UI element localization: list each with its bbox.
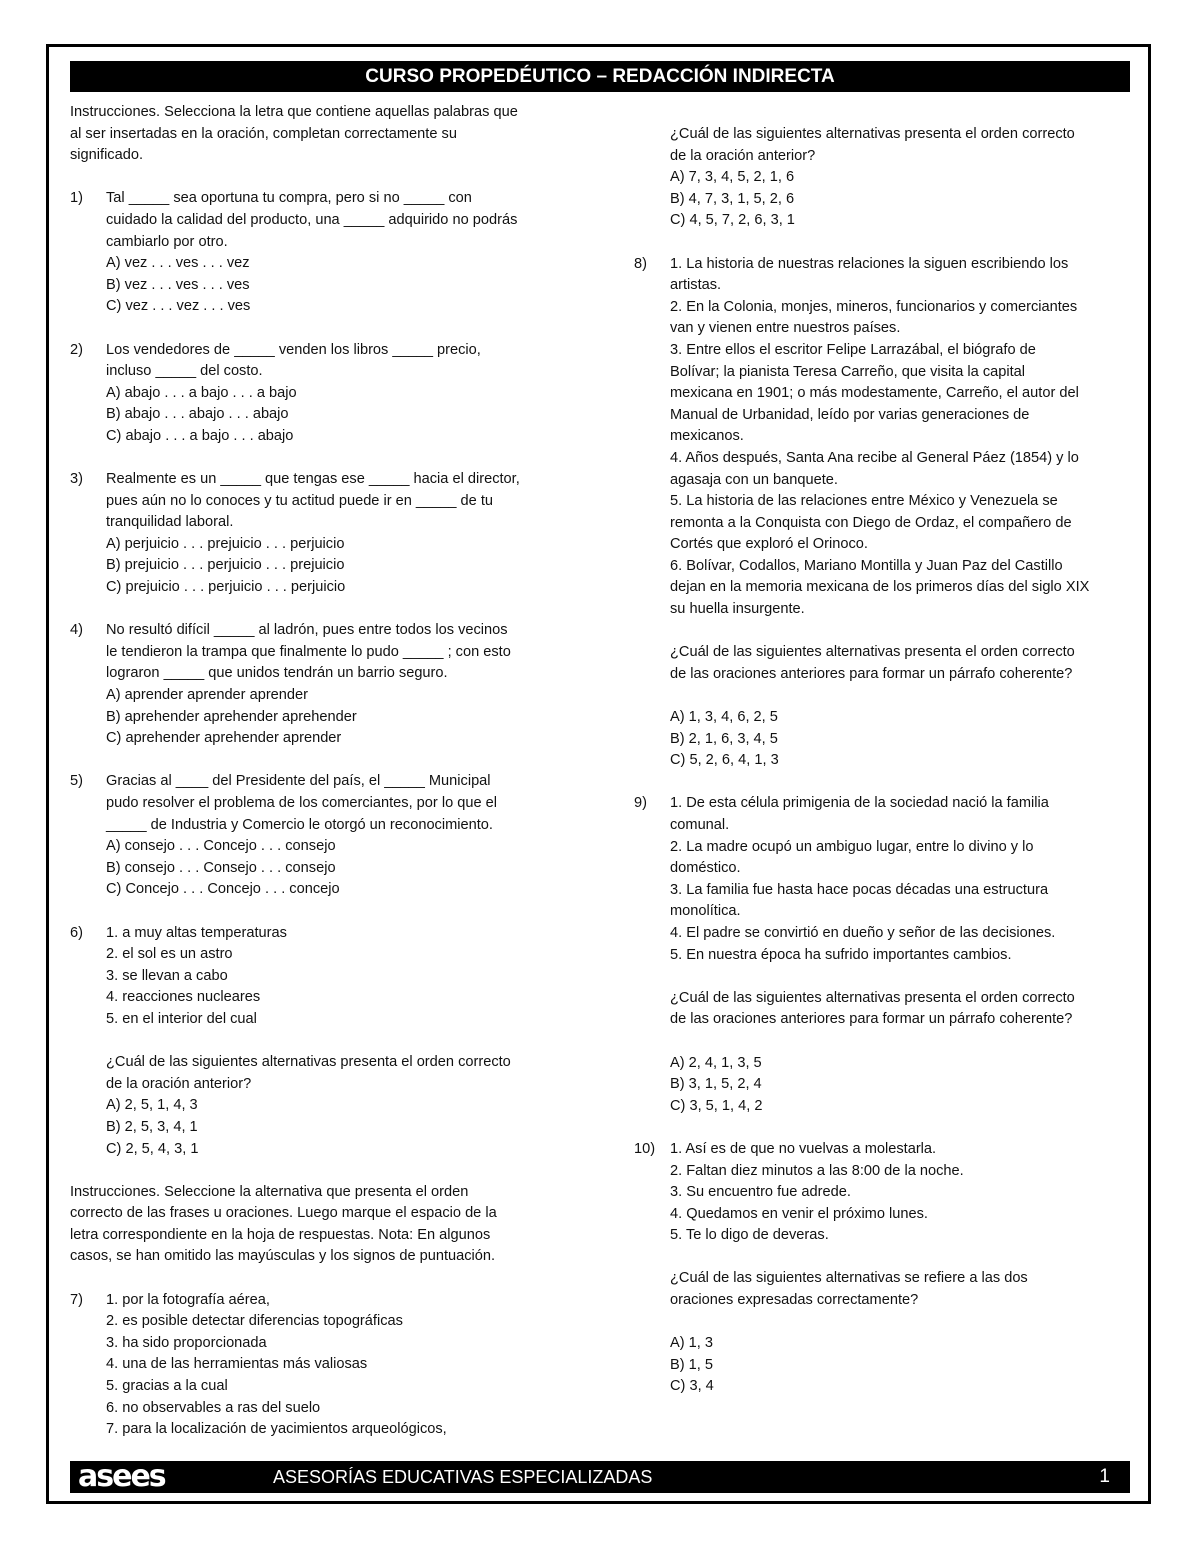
question-7-continued: ¿Cuál de las siguientes alternativas presenta el orden correcto de la oración anterior? A) 7, 3, 4, 5, 2, 1, 6 B) 4, 7, 3, 1, 5, 2, 6 C) 4, 5, 7, 2, 6, 3, 1	[634, 124, 1134, 232]
option-a: A) aprender aprender aprender	[106, 687, 309, 704]
option-a: A) 7, 3, 4, 5, 2, 1, 6	[670, 169, 795, 186]
option-a: A) 1, 3	[670, 1335, 713, 1352]
option-c: C) aprehender aprehender aprender	[106, 730, 342, 747]
footer-org-name: ASESORÍAS EDUCATIVAS ESPECIALIZADAS	[273, 1467, 653, 1487]
page-number: 1	[1099, 1466, 1110, 1487]
option-b: B) 1, 5	[670, 1356, 713, 1373]
option-c: C) abajo . . . a bajo . . . abajo	[106, 427, 294, 444]
option-c: C) 3, 5, 1, 4, 2	[670, 1097, 763, 1114]
option-b: B) 2, 1, 6, 3, 4, 5	[670, 730, 778, 747]
question-9: 9) 1. De esta célula primigenia de la sociedad nació la familia comunal. 2. La madre ocupó un ambiguo lugar, entre lo divino y lo doméstico. 3. La familia fue hasta hace pocas décadas una estructura monolítica. 4. El padre se convirtió en dueño y señor de las decisiones. 5. En nuestra época ha sufrido importantes cambios. ¿Cuál de las siguientes alternativas presenta el orden correcto de las oraciones anteriores para formar un párrafo coherente? A) 2, 4, 1, 3, 5 B) 3, 1, 5, 2, 4 C) 3, 5, 1, 4, 2	[634, 793, 1134, 1117]
option-c: C) vez . . . vez . . . ves	[106, 298, 251, 315]
right-column	[634, 124, 1134, 1420]
option-b: B) aprehender aprehender aprehender	[106, 708, 357, 725]
instructions-2: Instrucciones. Seleccione la alternativa que presenta el orden correcto de las frases u oraciones. Luego marque el espacio de la letra correspondiente en la hoja de respuestas. Nota: En algunos casos, se han omitido las mayúsculas y los signos de puntuación.	[70, 1183, 497, 1265]
question-8: 8) 1. La historia de nuestras relaciones la siguen escribiendo los artistas. 2. En la Colonia, monjes, mineros, funcionarios y comerciantes van y vienen entre nuestros países. 3. Entre ellos el escritor Felipe Larrazábal, el biógrafo de Bolívar; la pianista Teresa Carreño, que visita la capital mexicana en 1901; o más modestamente, Carreño, el autor del Manual de Urbanidad, leído por varias generaciones de mexicanos. 4. Años después, Santa Ana recibe al General Páez (1854) y lo agasaja con un banquete. 5. La historia de las relaciones entre México y Venezuela se remonta a la Conquista con Diego de Ordaz, el compañero de Cortés que exploró el Orinoco. 6. Bolívar, Codallos, Mariano Montilla y Juan Paz del Castillo dejan en la memoria mexicana de los primeros días del siglo XIX su huella insurgente. ¿Cuál de las siguientes alternativas presenta el orden correcto de las oraciones anteriores para formar un párrafo coherente? A) 1, 3, 4, 6, 2, 5 B) 2, 1, 6, 3, 4, 5 C) 5, 2, 6, 4, 1, 3	[634, 254, 1134, 772]
option-a: A) 1, 3, 4, 6, 2, 5	[670, 709, 778, 726]
option-a: A) perjuicio . . . prejuicio . . . perjuicio	[106, 535, 345, 552]
question-number: 1)	[70, 190, 83, 207]
option-a: A) 2, 4, 1, 3, 5	[670, 1054, 762, 1071]
option-b: B) abajo . . . abajo . . . abajo	[106, 406, 289, 423]
option-b: B) prejuicio . . . perjuicio . . . prejuicio	[106, 557, 345, 574]
instructions-1: Instrucciones. Selecciona la letra que contiene aquellas palabras que al ser insertadas en la oración, completan correctamente su significado.	[70, 104, 518, 164]
footer-bar	[70, 1461, 1130, 1493]
question-number: 6)	[70, 924, 83, 941]
question-2: 2) Los vendedores de _____ venden los libros _____ precio, incluso _____ del costo. A) abajo . . . a bajo . . . a bajo B) abajo . . . abajo . . . abajo C) abajo . . . a bajo . . . abajo	[70, 340, 570, 448]
option-c: C) 4, 5, 7, 2, 6, 3, 1	[670, 212, 795, 229]
question-4: 4) No resultó difícil _____ al ladrón, pues entre todos los vecinos le tendieron la trampa que finalmente lo pudo _____ ; con esto lograron _____ que unidos tendrán un barrio seguro. A) aprender aprender aprender B) aprehender aprehender aprehender C) aprehender aprehender aprender	[70, 620, 570, 750]
question-number: 2)	[70, 341, 83, 358]
option-c: C) 3, 4	[670, 1378, 714, 1395]
option-b: B) consejo . . . Consejo . . . consejo	[106, 859, 336, 876]
question-number: 5)	[70, 773, 83, 790]
question-number: 4)	[70, 622, 83, 639]
option-a: A) 2, 5, 1, 4, 3	[106, 1097, 198, 1114]
option-b: B) 3, 1, 5, 2, 4	[670, 1076, 762, 1093]
question-number: 10)	[634, 1140, 656, 1157]
option-c: C) 5, 2, 6, 4, 1, 3	[670, 752, 779, 769]
question-7: 7) 1. por la fotografía aérea, 2. es posible detectar diferencias topográficas 3. ha sido proporcionada 4. una de las herramientas más valiosas 5. gracias a la cual 6. no observables a ras del suelo 7. para la localización de yacimientos arqueológicos,	[70, 1291, 447, 1438]
question-number: 9)	[634, 795, 647, 812]
question-number: 7)	[70, 1291, 83, 1308]
option-b: B) vez . . . ves . . . ves	[106, 276, 250, 293]
question-number: 8)	[634, 255, 647, 272]
option-b: B) 4, 7, 3, 1, 5, 2, 6	[670, 190, 795, 207]
page-title: CURSO PROPEDÉUTICO – REDACCIÓN INDIRECTA	[70, 61, 1130, 92]
question-1: 1) Tal _____ sea oportuna tu compra, pero si no _____ con cuidado la calidad del producto, una _____ adquirido no podrás cambiarlo por otro. A) vez . . . ves . . . vez B) vez . . . ves . . . ves C) vez . . . vez . . . ves	[70, 188, 570, 318]
option-c: C) 2, 5, 4, 3, 1	[106, 1140, 199, 1157]
option-a: A) vez . . . ves . . . vez	[106, 255, 250, 272]
option-a: A) abajo . . . a bajo . . . a bajo	[106, 384, 297, 401]
question-6: 6) 1. a muy altas temperaturas 2. el sol es un astro 3. se llevan a cabo 4. reacciones nucleares 5. en el interior del cual ¿Cuál de las siguientes alternativas presenta el orden correcto de la oración anterior? A) 2, 5, 1, 4, 3 B) 2, 5, 3, 4, 1 C) 2, 5, 4, 3, 1	[70, 923, 570, 1161]
option-a: A) consejo . . . Concejo . . . consejo	[106, 838, 336, 855]
question-5: 5) Gracias al ____ del Presidente del país, el _____ Municipal pudo resolver el problema de los comerciantes, por lo que el _____ de Industria y Comercio le otorgó un reconocimiento. A) consejo . . . Concejo . . . consejo B) consejo . . . Consejo . . . consejo C) Concejo . . . Concejo . . . concejo	[70, 771, 570, 901]
question-10: 10) 1. Así es de que no vuelvas a molestarla. 2. Faltan diez minutos a las 8:00 de la noche. 3. Su encuentro fue adrede. 4. Quedamos en venir el próximo lunes. 5. Te lo digo de deveras. ¿Cuál de las siguientes alternativas se refiere a las dos oraciones expresadas correctamente? A) 1, 3 B) 1, 5 C) 3, 4	[634, 1139, 1134, 1398]
left-column	[70, 102, 570, 1462]
option-c: C) prejuicio . . . perjuicio . . . perjuicio	[106, 579, 346, 596]
question-3: 3) Realmente es un _____ que tengas ese _____ hacia el director, pues aún no lo conoces y tu actitud puede ir en _____ de tu tranquilidad laboral. A) perjuicio . . . prejuicio . . . perjuicio B) prejuicio . . . perjuicio . . . prejuicio C) prejuicio . . . perjuicio . . . perjuicio	[70, 469, 570, 599]
option-b: B) 2, 5, 3, 4, 1	[106, 1118, 198, 1135]
question-number: 3)	[70, 471, 83, 488]
asees-logo: asees	[78, 1459, 165, 1494]
option-c: C) Concejo . . . Concejo . . . concejo	[106, 881, 340, 898]
